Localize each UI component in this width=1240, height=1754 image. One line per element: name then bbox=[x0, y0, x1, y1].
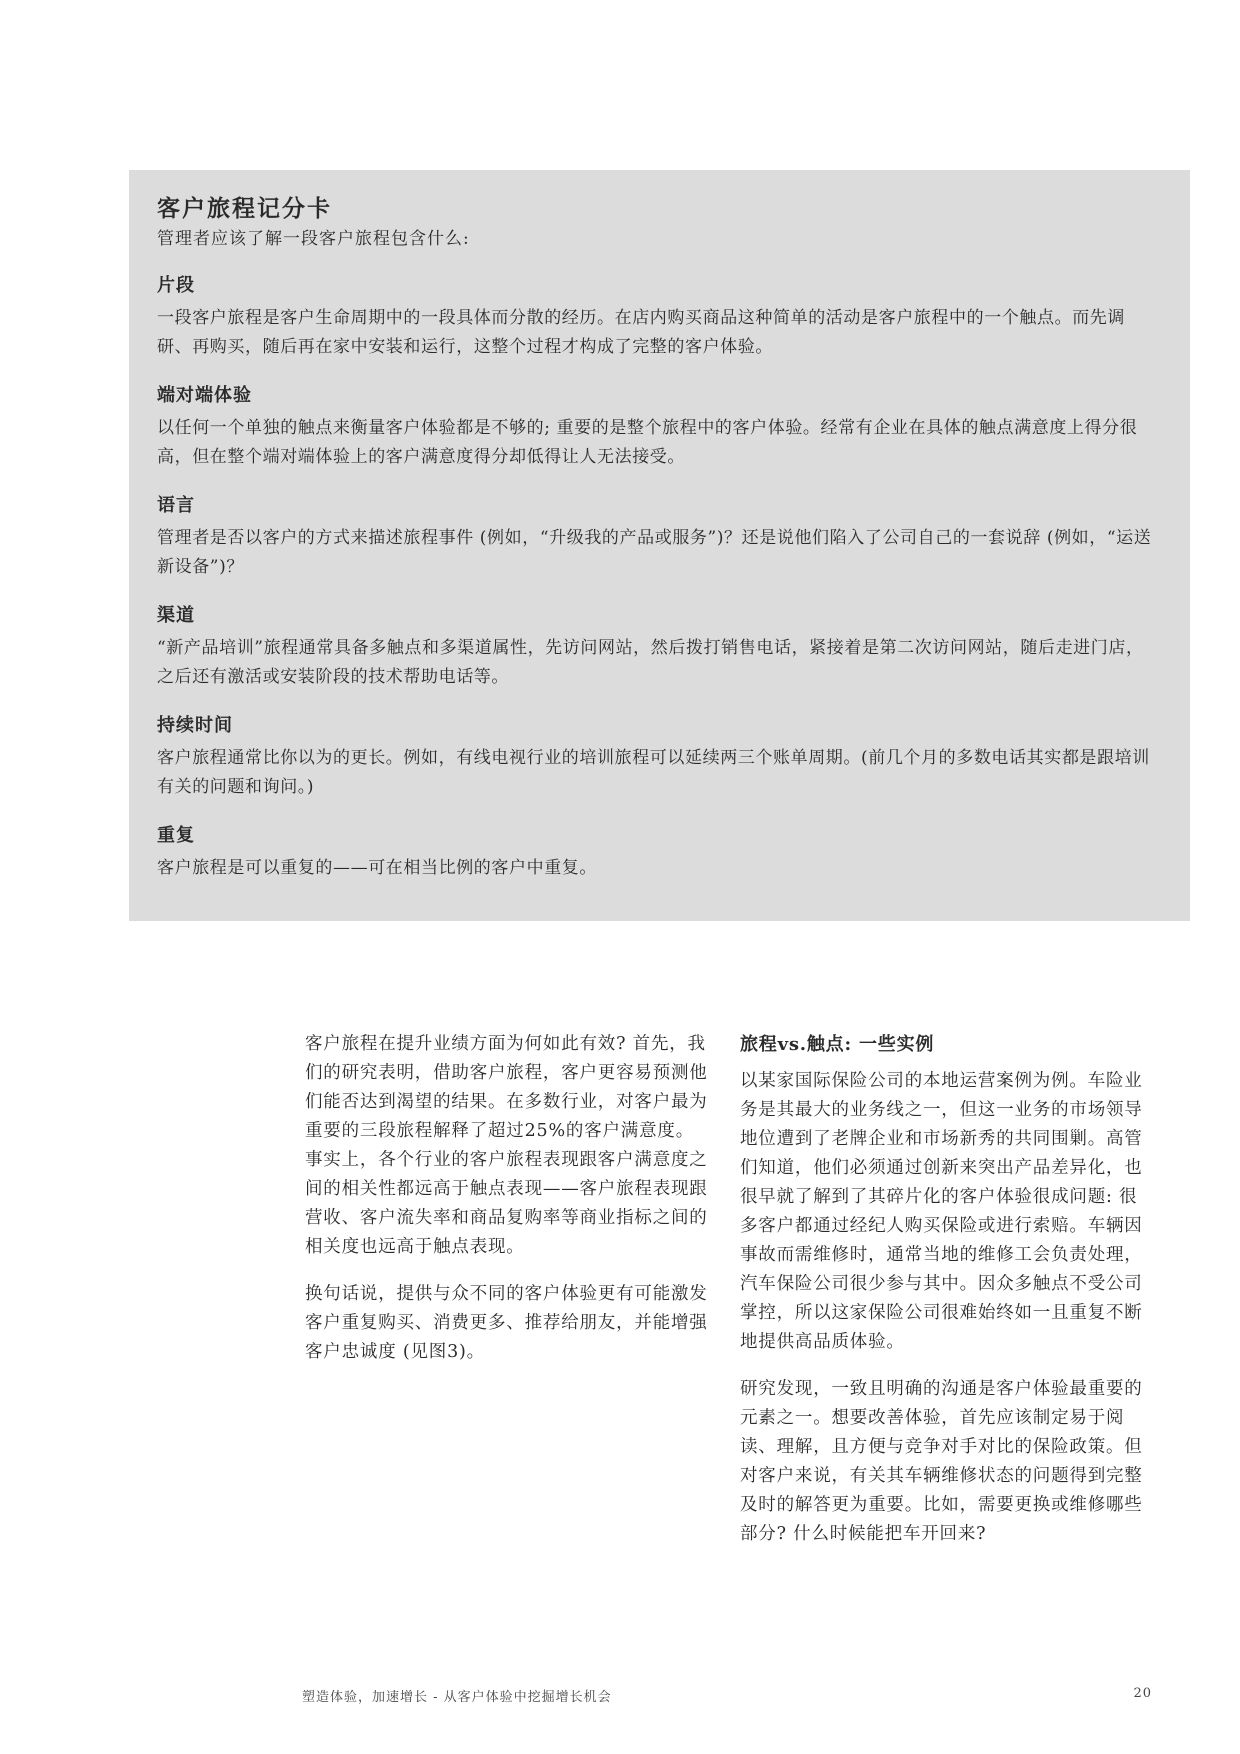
section-heading: 持续时间 bbox=[157, 715, 233, 736]
section-body: “新产品培训”旅程通常具备多触点和多渠道属性，先访问网站，然后拨打销售电话，紧接着是第二次访问网站，随后走进门店，之后还有激活或安装阶段的技术帮助电话等。 bbox=[157, 638, 1144, 687]
scorecard-section-segment bbox=[157, 271, 1164, 362]
scorecard-title: 客户旅程记分卡 bbox=[157, 195, 332, 222]
scorecard-section-channel bbox=[157, 601, 1164, 692]
left-paragraph: 客户旅程在提升业绩方面为何如此有效? 首先，我们的研究表明，借助客户旅程，客户更容易预测他们能否达到渴望的结果。在多数行业，对客户最为重要的三段旅程解释了超过25%的客户满意度。事实上，各个行业的客户旅程表现跟客户满意度之间的相关性都远高于触点表现——客户旅程表现跟营收、客户流失率和商品复购率等商业指标之间的相关度也远高于触点表现。 bbox=[305, 1034, 708, 1257]
section-body: 一段客户旅程是客户生命周期中的一段具体而分散的经历。在店内购买商品这种简单的活动是客户旅程中的一个触点。而先调研、再购买，随后再在家中安装和运行，这整个过程才构成了完整的客户体验。 bbox=[157, 308, 1125, 357]
scorecard-intro: 管理者应该了解一段客户旅程包含什么: bbox=[157, 229, 470, 249]
right-paragraph: 研究发现，一致且明确的沟通是客户体验最重要的元素之一。想要改善体验，首先应该制定易于阅读、理解，且方便与竞争对手对比的保险政策。但对客户来说，有关其车辆维修状态的问题得到完整及时的解答更为重要。比如，需要更换或维修哪些部分? 什么时候能把车开回来? bbox=[740, 1379, 1143, 1544]
right-column-heading: 旅程vs.触点: 一些实例 bbox=[740, 1034, 935, 1055]
left-column bbox=[305, 1030, 710, 1385]
right-paragraph: 以某家国际保险公司的本地运营案例为例。车险业务是其最大的业务线之一，但这一业务的市场领导地位遭到了老牌企业和市场新秀的共同围剿。高管们知道，他们必须通过创新来突出产品差异化，也很早就了解到了其碎片化的客户体验很成问题: 很多客户都通过经纪人购买保险或进行索赔。车辆因事故而需维修时，通常当地的维修工会负责处理，汽车保险公司很少参与其中。因众多触点不受公司掌控，所以这家保险公司很难始终如一且重复不断地提供高品质体验。 bbox=[740, 1071, 1143, 1352]
scorecard-section-end-to-end bbox=[157, 381, 1164, 472]
section-heading: 片段 bbox=[157, 275, 195, 296]
section-heading: 语言 bbox=[157, 495, 195, 516]
scorecard-section-language bbox=[157, 491, 1164, 582]
section-heading: 重复 bbox=[157, 825, 195, 846]
section-body: 以任何一个单独的触点来衡量客户体验都是不够的; 重要的是整个旅程中的客户体验。经常有企业在具体的触点满意度上得分很高，但在整个端对端体验上的客户满意度得分却低得让人无法接受。 bbox=[157, 418, 1138, 467]
left-paragraph: 换句话说，提供与众不同的客户体验更有可能激发客户重复购买、消费更多、推荐给朋友，并能增强客户忠诚度 (见图3)。 bbox=[305, 1284, 708, 1362]
scorecard-box bbox=[129, 170, 1190, 921]
section-heading: 渠道 bbox=[157, 605, 195, 626]
page-footer bbox=[302, 1686, 1152, 1705]
scorecard-section-repeat bbox=[157, 821, 1164, 883]
scorecard-section-duration bbox=[157, 711, 1164, 802]
section-heading: 端对端体验 bbox=[157, 385, 252, 406]
page-number: 20 bbox=[1133, 1686, 1152, 1701]
section-body: 客户旅程是可以重复的——可在相当比例的客户中重复。 bbox=[157, 858, 597, 878]
right-column bbox=[740, 1030, 1147, 1567]
section-body: 客户旅程通常比你以为的更长。例如，有线电视行业的培训旅程可以延续两三个账单周期。(前几个月的多数电话其实都是跟培训有关的问题和询问。) bbox=[157, 748, 1150, 797]
section-body: 管理者是否以客户的方式来描述旅程事件 (例如，“升级我的产品或服务”)？还是说他们陷入了公司自己的一套说辞 (例如，“运送新设备”)？ bbox=[157, 528, 1152, 577]
footer-title: 塑造体验，加速增长 - 从客户体验中挖掘增长机会 bbox=[302, 1690, 612, 1705]
